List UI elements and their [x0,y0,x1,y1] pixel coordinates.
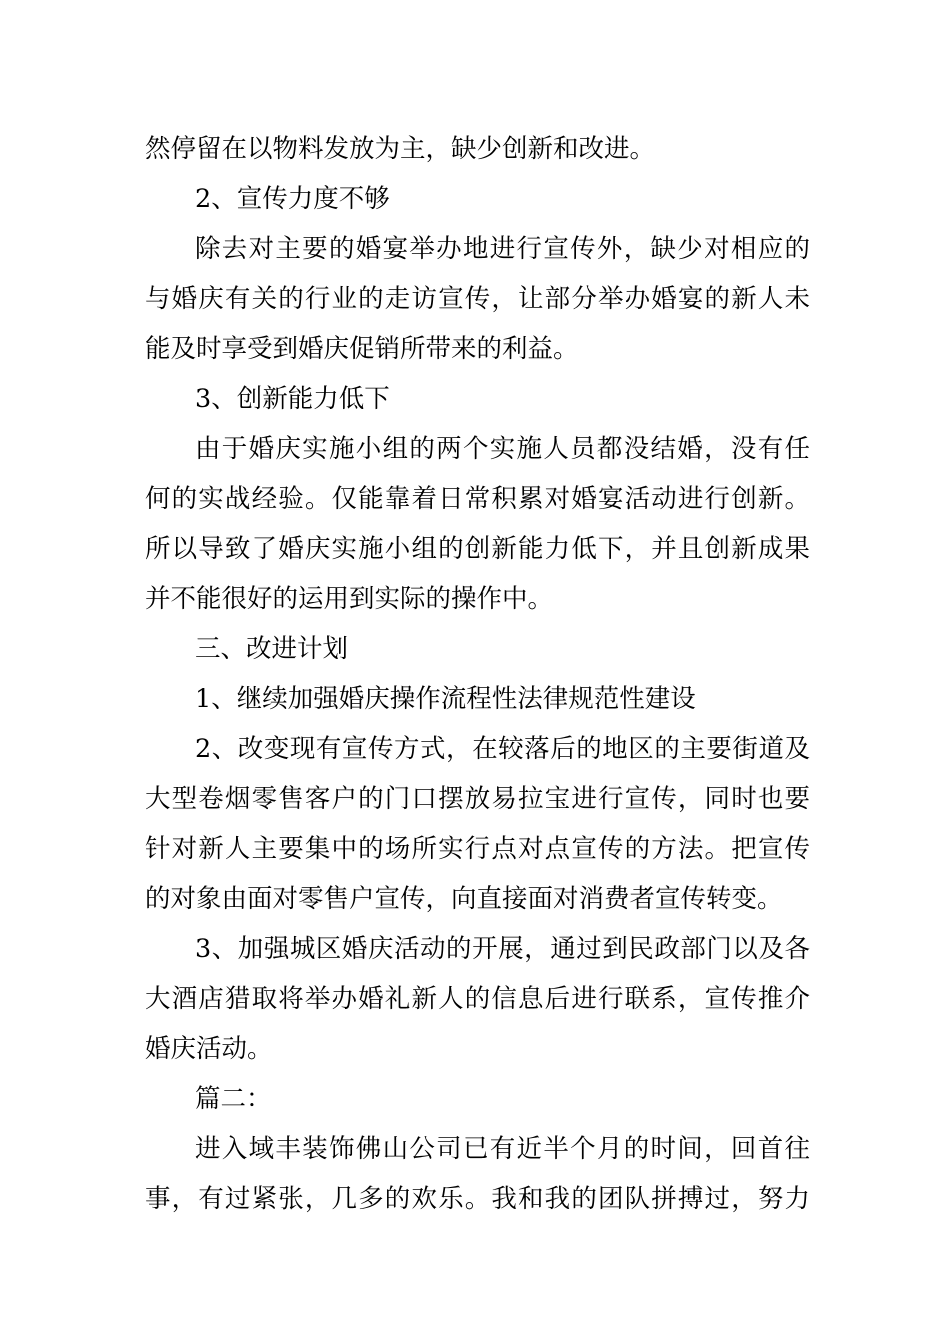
section-heading: 3、创新能力低下 [195,384,390,414]
text-line: 何的实战经验。仅能靠着日常积累对婚宴活动进行创新。 [145,484,810,514]
text-line: 婚庆活动。 [145,1034,273,1064]
text-line: 事，有过紧张，几多的欢乐。我和我的团队拼搏过，努力 [145,1184,810,1214]
text-line: 并不能很好的运用到实际的操作中。 [145,584,554,614]
section-heading: 2、宣传力度不够 [195,184,390,214]
text-line: 然停留在以物料发放为主，缺少创新和改进。 [145,134,656,164]
text-line: 进入域丰装饰佛山公司已有近半个月的时间，回首往 [195,1134,810,1164]
text-line: 大酒店猎取将举办婚礼新人的信息后进行联系，宣传推介 [145,984,810,1014]
text-line: 2、改变现有宣传方式，在较落后的地区的主要街道及 [195,734,810,764]
text-line: 1、继续加强婚庆操作流程性法律规范性建设 [195,684,696,714]
text-line: 与婚庆有关的行业的走访宣传，让部分举办婚宴的新人未 [145,284,810,314]
text-line: 大型卷烟零售客户的门口摆放易拉宝进行宣传，同时也要 [145,784,810,814]
section-heading: 三、改进计划 [195,634,349,664]
text-line: 能及时享受到婚庆促销所带来的利益。 [145,334,579,364]
section-heading: 篇二： [195,1084,272,1114]
text-line: 由于婚庆实施小组的两个实施人员都没结婚，没有任 [195,434,810,464]
text-line: 3、加强城区婚庆活动的开展，通过到民政部门以及各 [195,934,810,964]
text-line: 针对新人主要集中的场所实行点对点宣传的方法。把宣传 [145,834,810,864]
text-line: 的对象由面对零售户宣传，向直接面对消费者宣传转变。 [145,884,783,914]
text-line: 所以导致了婚庆实施小组的创新能力低下，并且创新成果 [145,534,810,564]
text-line: 除去对主要的婚宴举办地进行宣传外，缺少对相应的 [195,234,810,264]
